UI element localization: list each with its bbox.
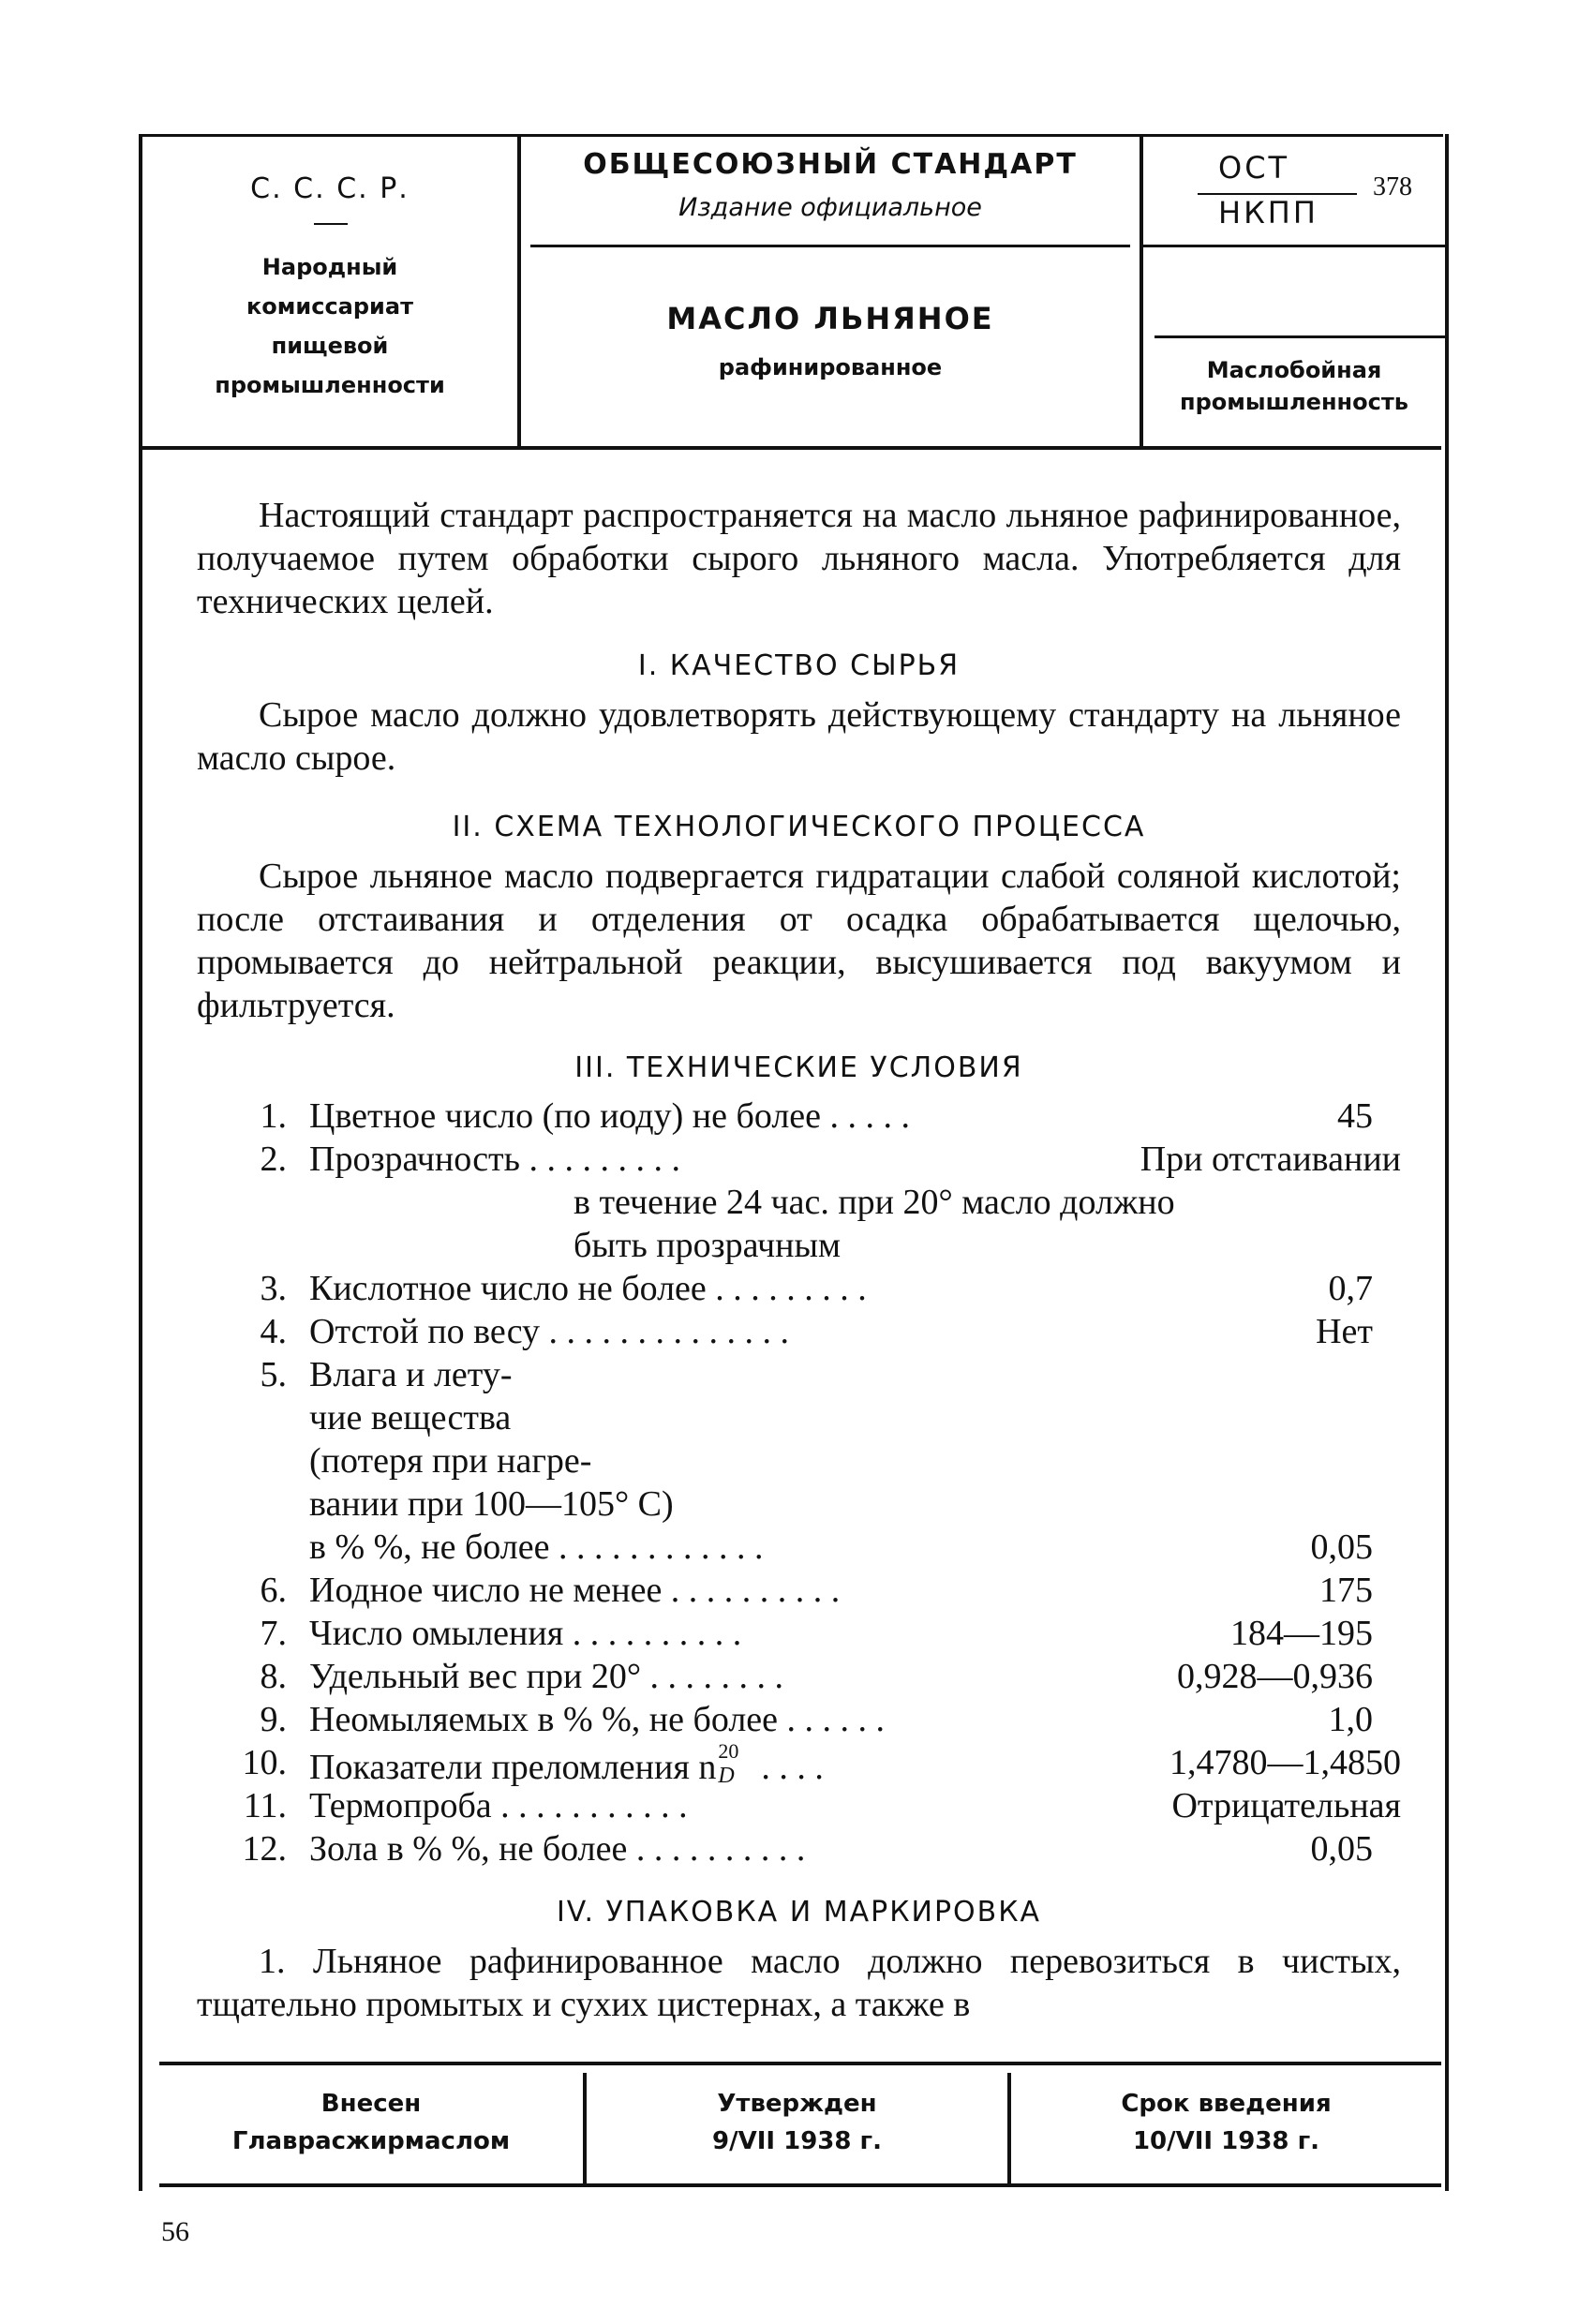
divider [530,245,1130,247]
spec-row [234,1310,1401,1353]
section1-text: Сырое масло должно удовлетворять действующему стандарту на льняное масло сырое. [197,695,1401,778]
spec-label-text: Число омыления . . . . . . . . . . [309,1614,742,1653]
section-heading: III. ТЕХНИЧЕСКИЕ УСЛОВИЯ [574,1051,1023,1084]
section4-paragraph [197,1940,1401,2026]
spec-row [234,1482,1401,1526]
spec-label [309,1612,741,1655]
industry-branch [1143,354,1445,418]
spec-label-text: Отстой по весу . . . . . . . . . . . . . . [309,1312,790,1351]
leader-dots: . . . . [761,1748,824,1787]
spec-row [234,1612,1401,1655]
footer-approved [587,2085,1007,2160]
spec-row [234,1739,1401,1788]
spec-number: 11. [243,1786,287,1825]
divider [1143,245,1445,247]
spec-row [234,1827,1401,1870]
footer-top-rule [159,2062,1441,2065]
header-center-cell [521,137,1140,448]
org-line: комиссариат [246,293,413,320]
divider [1155,335,1445,338]
spec-label [309,1482,674,1526]
spec-value: Отрицательная [1171,1786,1401,1825]
product-name: МАСЛО ЛЬНЯНОЕ [666,301,994,336]
introduced-by: Главрасжирмаслом [231,2127,511,2155]
introduced-label: Внесен [320,2090,422,2118]
spec-label [309,1698,885,1741]
spec-row [234,1569,1401,1612]
approved-label: Утвержден [717,2090,877,2118]
spec-number: 2. [260,1140,287,1179]
spec-value: 175 [1319,1571,1373,1610]
spec-value: 0,05 [1310,1829,1373,1869]
spec-label [309,1655,783,1698]
spec-row [234,1095,1401,1138]
country: С. С. С. Р. [250,172,410,205]
dash-rule [314,223,348,225]
spec-row [234,1698,1401,1741]
spec-label-text: вании при 100—105° С) [309,1484,674,1524]
spec-label [309,1526,763,1569]
subscript: D [718,1764,735,1788]
edition: Издание официальное [678,193,982,222]
intro-paragraph [197,494,1401,623]
spec-label-text: Влага и лету- [309,1355,513,1394]
spec-label [309,1784,688,1827]
spec-label [309,1095,910,1138]
section-heading: IV. УПАКОВКА И МАРКИРОВКА [556,1896,1042,1929]
spec-number: 4. [260,1312,287,1351]
spec-number: 10. [242,1743,287,1782]
spec-value: Нет [1316,1312,1373,1351]
spec-label-text: в % %, не более . . . . . . . . . . . . [309,1527,764,1567]
spec-label [309,1138,680,1181]
spec-label-text: Показатели преломления n [309,1748,717,1787]
spec-number: 6. [260,1571,287,1610]
section2-paragraph [197,855,1401,1027]
spec-label-text: Кислотное число не более . . . . . . . . . [309,1269,867,1308]
page-number: 56 [161,2216,189,2247]
effective-label: Срок введения [1121,2090,1332,2118]
spec-value: 184—195 [1230,1614,1373,1653]
spec-value: 1,4780—1,4850 [1169,1743,1401,1782]
section-heading: I. КАЧЕСТВО СЫРЬЯ [637,649,961,682]
spec-value: При отстаивании [1140,1140,1401,1179]
spec-label [309,1569,840,1612]
spec-label [309,1267,867,1310]
ost-label: ОСТ [1218,150,1290,186]
spec-label-text: Прозрачность . . . . . . . . . [309,1140,680,1179]
section4-text: 1. Льняное рафинированное масло должно перевозиться в чистых, тщательно промытых и сухих цистернах, а также в [197,1942,1401,2024]
spec-row [234,1181,1401,1224]
section-heading: II. СХЕМА ТЕХНОЛОГИЧЕСКОГО ПРОЦЕССА [452,811,1146,843]
spec-label [309,1353,513,1396]
branch-line: промышленность [1180,389,1408,415]
spec-number: 12. [242,1829,287,1869]
spec-label-text: быть прозрачным [574,1226,842,1265]
intro-text: Настоящий стандарт распространяется на масло льняное рафинированное, получаемое путем обработки сырого льняного масла. Употребляется для технических целей. [197,496,1401,621]
spec-number: 5. [260,1355,287,1394]
spec-label-text: Неомыляемых в % %, не более . . . . . . [309,1700,886,1739]
spec-row [234,1396,1401,1439]
spec-label-text: Зола в % %, не более . . . . . . . . . . [309,1829,806,1869]
spec-row [234,1138,1401,1181]
spec-label-text: Цветное число (по иоду) не более . . . . . [309,1096,911,1136]
spec-label-text: чие вещества [309,1398,512,1438]
spec-row [234,1267,1401,1310]
standard-title: ОБЩЕСОЮЗНЫЙ СТАНДАРТ [583,148,1078,181]
spec-number: 8. [260,1657,287,1696]
standard-number: 378 [1373,172,1412,201]
spec-label-text: Термопроба . . . . . . . . . . . [309,1786,688,1825]
spec-value: 0,7 [1328,1269,1373,1308]
section1-paragraph [197,693,1401,780]
approved-date: 9/VII 1938 г. [712,2127,882,2155]
spec-label-text: (потеря при нагре- [309,1441,592,1481]
spec-label [309,1396,511,1439]
nkpp-label: НКПП [1218,195,1318,231]
header-left-cell [142,137,521,448]
header-table [142,137,1441,448]
product-qualifier: рафинированное [718,354,943,380]
spec-label-text: в течение 24 час. при 20° масло должно [574,1183,1175,1222]
org-line: Народный [261,254,398,280]
spec-row [234,1439,1401,1482]
spec-label [574,1181,1175,1224]
spec-label [309,1439,591,1482]
spec-row [234,1353,1401,1396]
spec-number: 7. [260,1614,287,1653]
spec-label-text: Удельный вес при 20° . . . . . . . . [309,1657,784,1696]
spec-label-text: Иодное число не менее . . . . . . . . . . [309,1571,841,1610]
org-line: промышленности [215,372,445,398]
spec-value: 45 [1337,1096,1373,1136]
spec-label [309,1827,805,1870]
spec-label [309,1741,824,1789]
branch-line: Маслобойная [1206,357,1382,383]
footer-introduced [159,2085,583,2160]
spec-number: 9. [260,1700,287,1739]
header-right-cell [1140,137,1445,448]
spec-label [309,1310,789,1353]
technical-conditions-list [234,1095,1401,1870]
footer-bottom-rule [159,2183,1441,2187]
org-line: пищевой [271,333,389,359]
footer-effective [1011,2085,1441,2160]
spec-row [234,1784,1401,1827]
spec-number: 3. [260,1269,287,1308]
superscript: 20 [718,1739,739,1763]
commissariat [142,247,517,405]
spec-label [574,1224,841,1267]
effective-date: 10/VII 1938 г. [1132,2127,1320,2155]
spec-number: 1. [260,1096,287,1136]
spec-row [234,1224,1401,1267]
spec-value: 0,05 [1310,1527,1373,1567]
refraction-index-script [716,1739,744,1788]
spec-value: 0,928—0,936 [1177,1657,1373,1696]
header-bottom-rule [142,446,1441,450]
section2-text: Сырое льняное масло подвергается гидратации слабой соляной кислотой; после отстаивания и отделения от осадка обрабатывается щелочью, промывается до нейтральной реакции, высушивается под вакуумом и фильтруется. [197,857,1401,1025]
spec-value: 1,0 [1328,1700,1373,1739]
spec-row [234,1655,1401,1698]
spec-row [234,1526,1401,1569]
